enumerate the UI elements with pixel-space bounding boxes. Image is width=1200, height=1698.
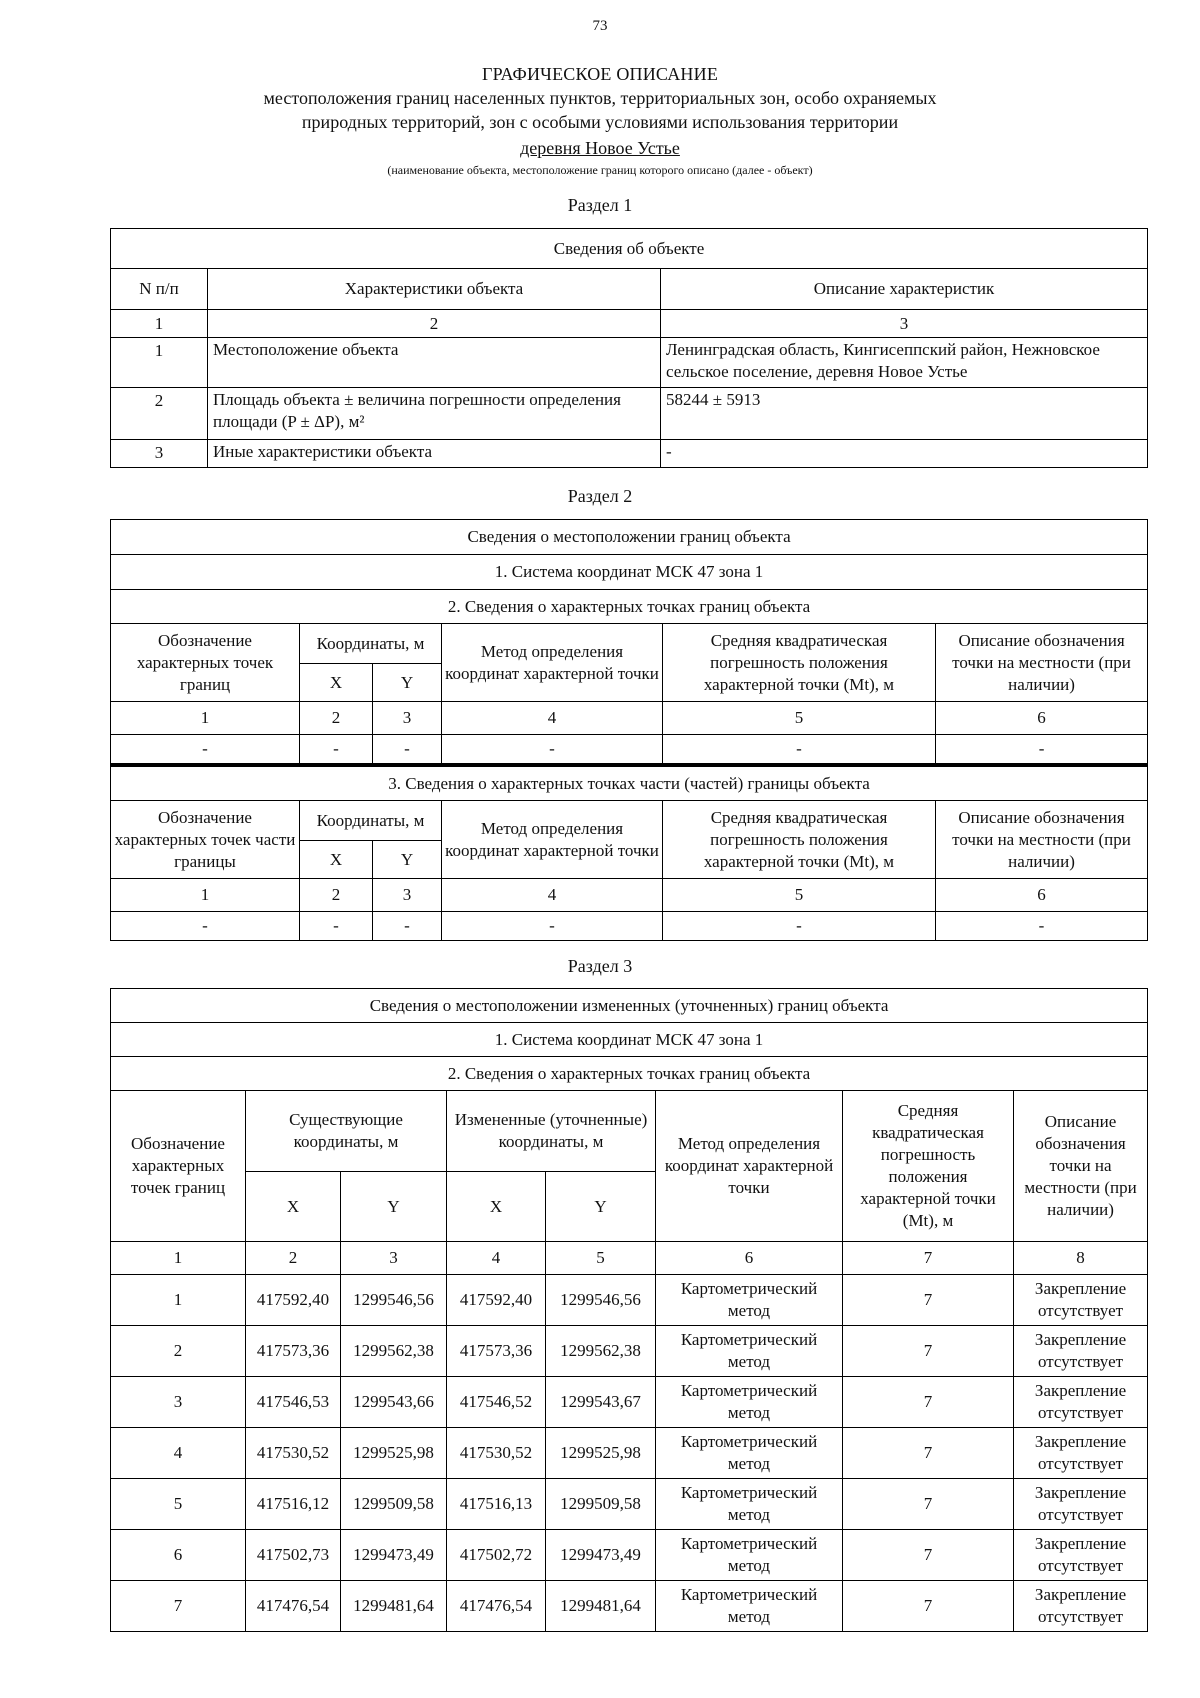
document-subtitle-line-2: природных территорий, зон с особыми условиями использования территории (301, 112, 899, 132)
col-number: 2 (246, 1242, 341, 1275)
col-header-n: N п/п (111, 269, 208, 310)
boundary-part-points-table (110, 764, 1148, 941)
col-header-coords: Координаты, м (300, 801, 442, 841)
table-row (111, 1326, 1148, 1377)
method: Картометрический метод (656, 1581, 843, 1632)
table-row (111, 912, 1148, 941)
col-header-y: Y (373, 841, 442, 879)
object-name-note: (наименование объекта, местоположение границ которого описано (далее - объект) (387, 163, 813, 177)
empty-cell: - (936, 912, 1148, 941)
empty-cell: - (936, 735, 1148, 764)
method: Картометрический метод (656, 1479, 843, 1530)
existing-y: 1299525,98 (341, 1428, 447, 1479)
col-header-characteristics: Характеристики объекта (208, 269, 661, 310)
point-description: Закрепление отсутствует (1014, 1275, 1148, 1326)
col-number: 5 (663, 879, 936, 912)
method: Картометрический метод (656, 1326, 843, 1377)
boundary-points-table (110, 519, 1148, 764)
document-subtitle-line-1: местоположения границ населенных пунктов, территориальных зон, особо охраняемых (263, 88, 937, 108)
col-number: 1 (111, 702, 300, 735)
section-1-heading: Раздел 1 (567, 195, 633, 215)
existing-y: 1299473,49 (341, 1530, 447, 1581)
col-number: 7 (843, 1242, 1014, 1275)
mean-square-error: 7 (843, 1530, 1014, 1581)
point-number: 5 (111, 1479, 246, 1530)
mean-square-error: 7 (843, 1428, 1014, 1479)
changed-y: 1299481,64 (546, 1581, 656, 1632)
points-subtitle: 2. Сведения о характерных точках границ объекта (111, 1057, 1148, 1091)
characteristic-value: 58244 ± 5913 (661, 388, 1148, 440)
existing-y: 1299562,38 (341, 1326, 447, 1377)
table-row (111, 1479, 1148, 1530)
col-header-designation: Обозначение характерных точек границ (111, 1091, 246, 1242)
empty-cell: - (111, 735, 300, 764)
point-description: Закрепление отсутствует (1014, 1479, 1148, 1530)
point-description: Закрепление отсутствует (1014, 1377, 1148, 1428)
method: Картометрический метод (656, 1428, 843, 1479)
empty-cell: - (442, 912, 663, 941)
col-number: 3 (373, 879, 442, 912)
row-number: 2 (111, 388, 208, 440)
table-row (111, 735, 1148, 764)
point-number: 4 (111, 1428, 246, 1479)
col-number: 4 (447, 1242, 546, 1275)
changed-x: 417546,52 (447, 1377, 546, 1428)
existing-x: 417502,73 (246, 1530, 341, 1581)
col-number: 2 (300, 879, 373, 912)
col-header-error: Средняя квадратическая погрешность положения характерной точки (Mt), м (663, 801, 936, 879)
mean-square-error: 7 (843, 1581, 1014, 1632)
changed-x: 417516,13 (447, 1479, 546, 1530)
object-name: деревня Новое Устье (520, 138, 680, 158)
existing-x: 417592,40 (246, 1275, 341, 1326)
existing-x: 417546,53 (246, 1377, 341, 1428)
col-number: 5 (663, 702, 936, 735)
empty-cell: - (373, 735, 442, 764)
section-2-heading: Раздел 2 (567, 486, 633, 506)
col-number: 2 (208, 310, 661, 338)
point-number: 3 (111, 1377, 246, 1428)
part-points-subtitle: 3. Сведения о характерных точках части (частей) границы объекта (111, 766, 1148, 801)
object-info-title: Сведения об объекте (111, 229, 1148, 269)
characteristic-value: - (661, 440, 1148, 468)
characteristic-name: Местоположение объекта (208, 338, 661, 388)
changed-y: 1299525,98 (546, 1428, 656, 1479)
col-header-x: X (300, 664, 373, 702)
point-number: 7 (111, 1581, 246, 1632)
object-info-table (110, 228, 1148, 468)
col-number: 5 (546, 1242, 656, 1275)
empty-cell: - (663, 912, 936, 941)
changed-x: 417530,52 (447, 1428, 546, 1479)
col-number: 2 (300, 702, 373, 735)
col-number: 1 (111, 1242, 246, 1275)
changed-y: 1299473,49 (546, 1530, 656, 1581)
empty-cell: - (300, 912, 373, 941)
existing-y: 1299543,66 (341, 1377, 447, 1428)
changed-boundary-title: Сведения о местоположении измененных (уточненных) границ объекта (111, 989, 1148, 1023)
row-number: 3 (111, 440, 208, 468)
point-description: Закрепление отсутствует (1014, 1581, 1148, 1632)
col-header-description: Описание обозначения точки на местности (при наличии) (936, 801, 1148, 879)
coordinate-system: 1. Система координат МСК 47 зона 1 (111, 1023, 1148, 1057)
mean-square-error: 7 (843, 1326, 1014, 1377)
point-number: 6 (111, 1530, 246, 1581)
table-row (111, 1275, 1148, 1326)
col-number: 6 (936, 702, 1148, 735)
table-row (111, 1377, 1148, 1428)
existing-x: 417530,52 (246, 1428, 341, 1479)
col-header-description: Описание характеристик (661, 269, 1148, 310)
col-number: 1 (111, 310, 208, 338)
characteristic-name: Площадь объекта ± величина погрешности определения площади (P ± ΔP), м² (208, 388, 661, 440)
col-header-y: Y (373, 664, 442, 702)
changed-boundary-points-table (110, 988, 1148, 1632)
col-number: 3 (661, 310, 1148, 338)
col-number: 8 (1014, 1242, 1148, 1275)
col-header-method: Метод определения координат характерной точки (442, 801, 663, 879)
section-3-heading: Раздел 3 (567, 956, 633, 976)
mean-square-error: 7 (843, 1377, 1014, 1428)
point-number: 2 (111, 1326, 246, 1377)
table-row (111, 1530, 1148, 1581)
document-title: ГРАФИЧЕСКОЕ ОПИСАНИЕ (481, 64, 719, 84)
col-number: 6 (936, 879, 1148, 912)
col-header-error: Средняя квадратическая погрешность положения характерной точки (Mt), м (663, 624, 936, 702)
existing-y: 1299509,58 (341, 1479, 447, 1530)
col-number: 4 (442, 702, 663, 735)
col-header-y: Y (546, 1172, 656, 1242)
method: Картометрический метод (656, 1275, 843, 1326)
col-header-method: Метод определения координат характерной точки (656, 1091, 843, 1242)
changed-y: 1299546,56 (546, 1275, 656, 1326)
col-header-existing-coords: Существующие координаты, м (246, 1091, 447, 1172)
characteristic-name: Иные характеристики объекта (208, 440, 661, 468)
changed-x: 417502,72 (447, 1530, 546, 1581)
method: Картометрический метод (656, 1377, 843, 1428)
table-row (111, 1581, 1148, 1632)
col-header-coords: Координаты, м (300, 624, 442, 664)
empty-cell: - (111, 912, 300, 941)
col-header-x: X (300, 841, 373, 879)
col-header-description: Описание обозначения точки на местности (при наличии) (1014, 1091, 1148, 1242)
changed-x: 417592,40 (447, 1275, 546, 1326)
point-description: Закрепление отсутствует (1014, 1326, 1148, 1377)
empty-cell: - (442, 735, 663, 764)
point-number: 1 (111, 1275, 246, 1326)
table-row (111, 1428, 1148, 1479)
col-header-x: X (447, 1172, 546, 1242)
existing-x: 417516,12 (246, 1479, 341, 1530)
existing-y: 1299546,56 (341, 1275, 447, 1326)
col-header-x: X (246, 1172, 341, 1242)
changed-x: 417476,54 (447, 1581, 546, 1632)
characteristic-value: Ленинградская область, Кингисеппский район, Нежновское сельское поселение, деревня Новое Устье (661, 338, 1148, 388)
changed-x: 417573,36 (447, 1326, 546, 1377)
boundary-table-title: Сведения о местоположении границ объекта (111, 520, 1148, 555)
mean-square-error: 7 (843, 1479, 1014, 1530)
mean-square-error: 7 (843, 1275, 1014, 1326)
table-row (111, 338, 1148, 388)
changed-y: 1299509,58 (546, 1479, 656, 1530)
col-number: 1 (111, 879, 300, 912)
empty-cell: - (300, 735, 373, 764)
col-header-part-designation: Обозначение характерных точек части границы (111, 801, 300, 879)
table-row (111, 388, 1148, 440)
method: Картометрический метод (656, 1530, 843, 1581)
point-description: Закрепление отсутствует (1014, 1428, 1148, 1479)
col-header-error: Средняя квадратическая погрешность положения характерной точки (Mt), м (843, 1091, 1014, 1242)
empty-cell: - (373, 912, 442, 941)
existing-x: 417573,36 (246, 1326, 341, 1377)
col-number: 4 (442, 879, 663, 912)
point-description: Закрепление отсутствует (1014, 1530, 1148, 1581)
existing-x: 417476,54 (246, 1581, 341, 1632)
col-number: 3 (373, 702, 442, 735)
table-row (111, 440, 1148, 468)
empty-cell: - (663, 735, 936, 764)
page-number: 73 (592, 18, 608, 34)
row-number: 1 (111, 338, 208, 388)
col-header-method: Метод определения координат характерной точки (442, 624, 663, 702)
col-header-designation: Обозначение характерных точек границ (111, 624, 300, 702)
col-number: 3 (341, 1242, 447, 1275)
points-subtitle: 2. Сведения о характерных точках границ объекта (111, 590, 1148, 624)
coordinate-system: 1. Система координат МСК 47 зона 1 (111, 555, 1148, 590)
col-number: 6 (656, 1242, 843, 1275)
col-header-y: Y (341, 1172, 447, 1242)
col-header-description: Описание обозначения точки на местности (при наличии) (936, 624, 1148, 702)
col-header-changed-coords: Измененные (уточненные) координаты, м (447, 1091, 656, 1172)
changed-y: 1299562,38 (546, 1326, 656, 1377)
changed-y: 1299543,67 (546, 1377, 656, 1428)
existing-y: 1299481,64 (341, 1581, 447, 1632)
